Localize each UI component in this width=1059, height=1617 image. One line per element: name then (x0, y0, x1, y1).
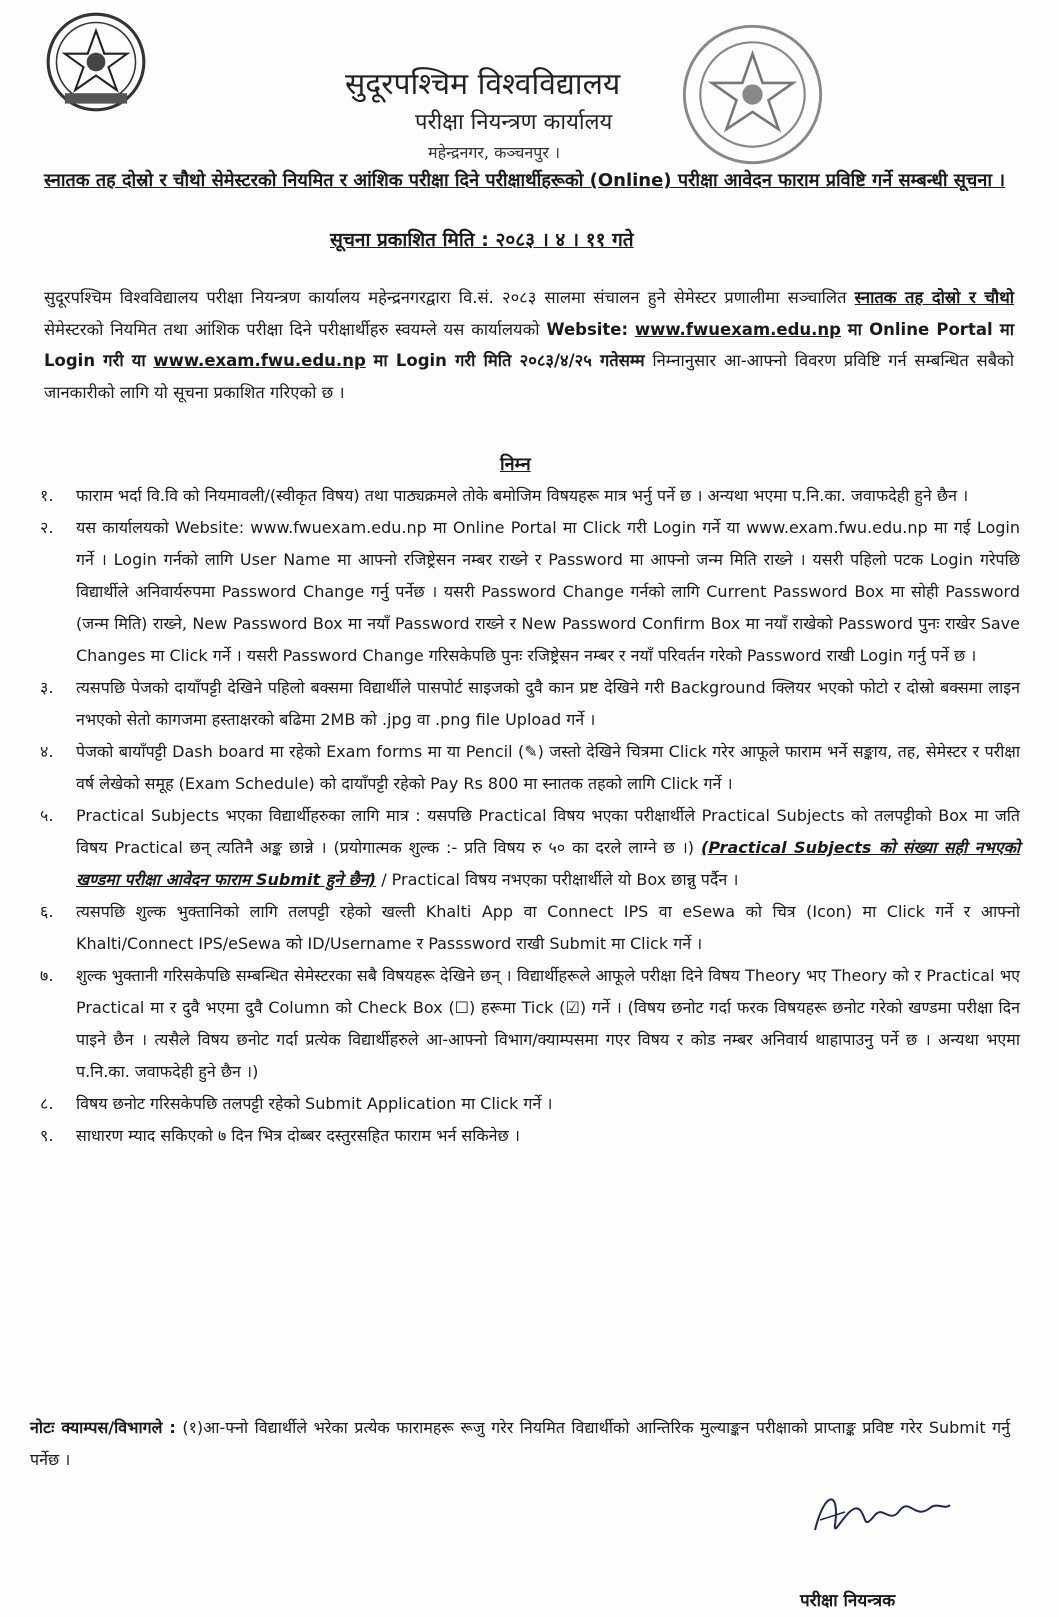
intro-paragraph: सुदूरपश्चिम विश्वविद्यालय परीक्षा नियन्त्रण कार्यालय महेन्द्रनगरद्वारा वि.सं. २०८३ सालमा संचालन हुने सेमेस्टर प्रणालीमा सञ्चालित स्नातक तह दोस्रो र चौथो सेमेस्टरको नियमित तथा आंशिक परीक्षा दिने परीक्षार्थीहरु स्वयम्ले यस कार्यालयको Website: www.fwuexam.edu.np मा Online Portal मा Login गरी या www.exam.fwu.edu.np मा Login गरी मिति २०८३/४/२५ गतेसम्म निम्नानुसार आ-आफ्नो विवरण प्रविष्टि गर्न सम्बन्धित सबैको जानकारीको लागि यो सूचना प्रकाशित गरिएको छ । (44, 288, 1015, 402)
list-item: ५. Practical Subjects भएका विद्यार्थीहरुका लागि मात्र : यसपछि Practical विषय भएका परीक्षार्थीले Practical Subjects को तलपट्टीको Box मा जति विषय Practical छन् त्यतिनै अङ्क छान्ने । (प्रयोगात्मक शुल्क :- प्रति विषय रु ५० का दरले लाग्ने छ ।) (Practical Subjects को संख्या सही नभएको खण्डमा परीक्षा आवेदन फाराम Submit हुने छैन) / Practical विषय नभएका परीक्षार्थीले यो Box छान्नु पर्दैन । (40, 806, 1020, 889)
instruction-list (30, 480, 1020, 1152)
list-item: ६. त्यसपछि शुल्क भुक्तानिको लागि तलपट्टी रहेको खल्ती Khalti App वा Connect IPS वा eSewa को चित्र (Icon) मा Click गर्ने र आफ्नो Khalti/Connect IPS/eSewa को ID/Username र Passsword राखी Submit मा Click गर्ने । (40, 902, 1020, 953)
section-heading: निम्न (500, 454, 531, 475)
office-name: परीक्षा नियन्त्रण कार्यालय (415, 110, 613, 135)
note-paragraph: नोटः क्याम्पस/विभागले : (१)आ-फ्नो विद्यार्थीले भरेका प्रत्येक फारामहरू रूजु गरेर नियमित विद्यार्थीको आन्तिरिक मुल्याङ्कन परीक्षाको प्राप्ताङ्क प्रविष्ट गरेर Submit गर्नु पर्नेछ । (30, 1418, 1011, 1469)
list-item: १. फाराम भर्दा वि.वि को नियमावली/(स्वीकृत विषय) तथा पाठ्यक्रमले तोके बमोजिम विषयहरू मात्र भर्नु पर्ने छ । अन्यथा भएमा प.नि.का. जवाफदेही हुने छैन । (40, 486, 969, 505)
list-item: ३. त्यसपछि पेजको दायाँपट्टी देखिने पहिलो बक्समा विद्यार्थीले पासपोर्ट साइजको दुवै कान प्रष्ट देखिने गरी Background क्लियर भएको फोटो र दोस्रो बक्समा लाइन नभएको सेतो कागजमा हस्ताक्षरको बढिमा 2MB को .jpg वा .png file Upload गर्ने । (40, 678, 1020, 729)
office-seal-icon (680, 22, 825, 167)
notice-subject: स्नातक तह दोस्रो र चौथो सेमेस्टरको नियमित र आंशिक परीक्षा दिने परीक्षार्थीहरूको (Online) परीक्षा आवेदन फाराम प्रविष्टि गर्ने सम्बन्धी सूचना । (44, 170, 1006, 191)
publish-date: सूचना प्रकाशित मिति : २०८३ । ४ । ११ गते (330, 229, 634, 251)
university-name: सुदूरपश्चिम विश्वविद्यालय (345, 67, 621, 102)
university-logo-icon (44, 10, 148, 114)
list-item: ९. साधारण म्याद सकिएको ७ दिन भित्र दोब्बर दस्तुरसहित फाराम भर्न सकिनेछ । (40, 1126, 520, 1145)
signature-icon (805, 1480, 955, 1550)
list-item: ४. पेजको बायाँपट्टी Dash board मा रहेको Exam forms मा या Pencil (✎) जस्तो देखिने चित्रमा Click गरेर आफूले फाराम भर्ने सङ्काय, तह, सेमेस्टर र परीक्षा वर्ष लेखेको समूह (Exam Schedule) को दायाँपट्टी रहेको Pay Rs 800 मा स्नातक तहको लागि Click गर्ने । (40, 742, 1020, 793)
office-address: महेन्द्रनगर, कञ्चनपुर । (428, 143, 561, 162)
website-link-2[interactable]: www.exam.fwu.edu.np (153, 351, 366, 370)
website-link-1[interactable]: www.fwuexam.edu.np (634, 319, 841, 339)
list-item: ८. विषय छनोट गरिसकेपछि तलपट्टी रहेको Submit Application मा Click गर्ने । (40, 1094, 553, 1113)
signatory-title: परीक्षा नियन्त्रक (800, 1591, 896, 1611)
list-item: २. यस कार्यालयको Website: www.fwuexam.edu.np मा Online Portal मा Click गरी Login गर्ने या www.exam.fwu.edu.np मा गई Login गर्ने । Login गर्नको लागि User Name मा आफ्नो रजिष्ट्रेसन नम्बर राख्ने र Password मा आफ्नो जन्म मिति राख्ने । यसरी पहिलो पटक Login गरेपछि विद्यार्थीले अनिवार्यरुपमा Password Change गर्नु पर्नेछ । यसरी Password Change गर्नको लागि Current Password Box मा सोही Password (जन्म मिति) राख्ने, New Password Box मा नयाँ Password राख्ने र New Password Confirm Box मा नयाँ राखेको Password पुनः राखेर Save Changes मा Click गर्ने । यसरी Password Change गरिसकेपछि पुनः रजिष्ट्रेसन नम्बर र नयाँ परिवर्तन गरेको Password राखी Login गर्नु पर्ने छ । (40, 518, 1020, 665)
list-item: ७. शुल्क भुक्तानी गरिसकेपछि सम्बन्धित सेमेस्टरका सबै विषयहरू देखिने छन् । विद्यार्थीहरूले आफूले परीक्षा दिने विषय Theory भए Theory को र Practical भए Practical मा र दुवै भएमा दुवै Column को Check Box (☐) हरूमा Tick (☑) गर्ने । (विषय छनोट गर्दा फरक विषयहरू छनोट गरेको खण्डमा परीक्षा दिन पाइने छैन । त्यसैले विषय छनोट गर्दा प्रत्येक विद्यार्थीहरुले आ-आफ्नो विभाग/क्याम्पसमा गएर विषय र कोड नम्बर अनिवार्य थाहापाउनु पर्ने छ । अन्यथा भएमा प.नि.का. जवाफदेही हुने छैन ।) (40, 966, 1020, 1081)
